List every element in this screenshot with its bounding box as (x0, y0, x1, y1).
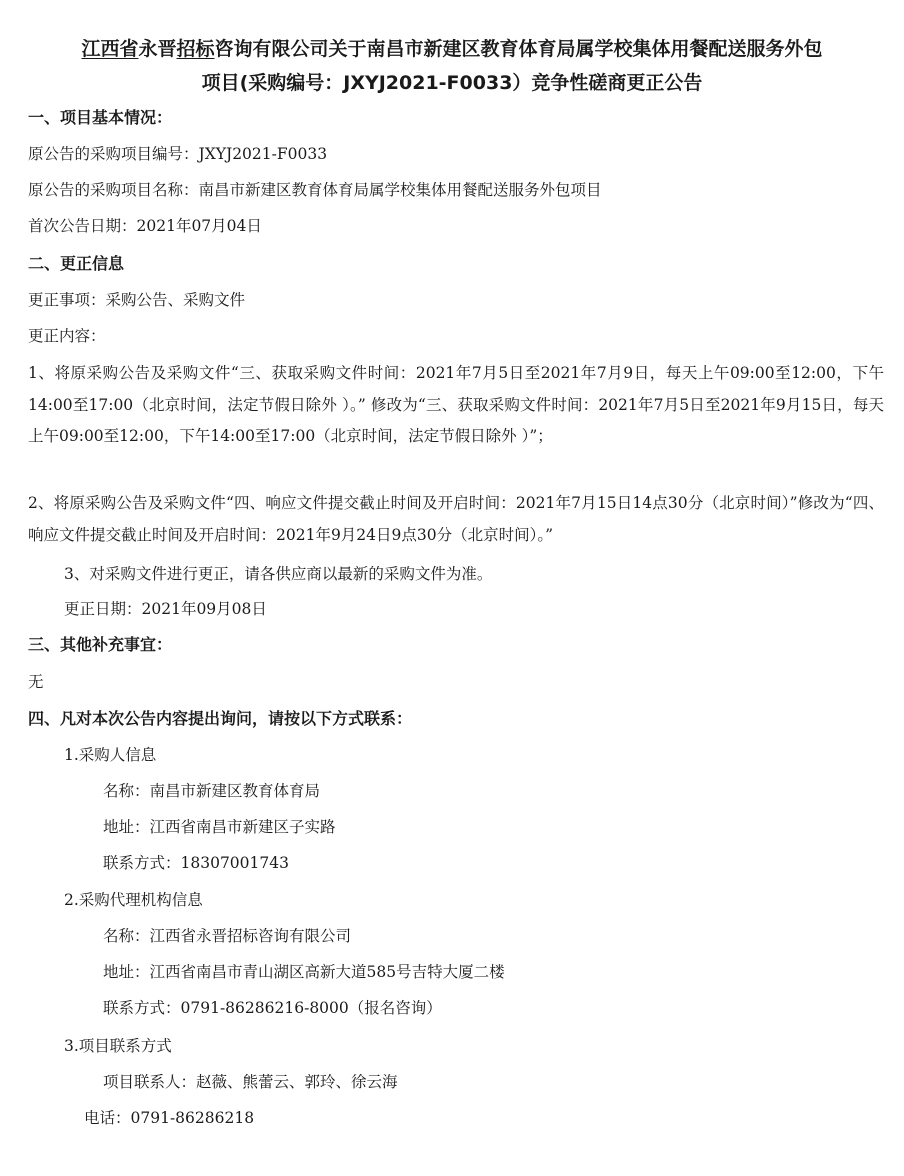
original-project-number: 原公告的采购项目编号：JXYJ2021-F0033 (28, 145, 328, 163)
correction-date: 更正日期：2021年09月08日 (64, 600, 267, 618)
project-contact-phone: 电话：0791-86286218 (84, 1109, 255, 1127)
title-underlined-part-1: 江西省 (81, 38, 139, 60)
agency-contact: 联系方式：0791-86286216-8000（报名咨询） (103, 999, 442, 1017)
correction-content-3: 3、对采购文件进行更正，请各供应商以最新的采购文件为准。 (64, 565, 493, 583)
correction-content-label: 更正内容： (28, 327, 106, 345)
title-part-2: 咨询有限公司关于南昌市新建区教育体育局属学校集体用餐配送服务外包 (214, 38, 823, 60)
correction-items: 更正事项：采购公告、采购文件 (28, 291, 246, 309)
correction-content-1: 1、将原采购公告及采购文件“三、获取采购文件时间：2021年7月5日至2021年7月9日，每天上午09:00至12:00，下午14:00至17:00（北京时间，法定节假日除外 ）。” 修改为“三、获取采购文件时间：2021年7月5日至2021年9月15日，每天上午09:00至12:00，下午14:00至17:00（北京时间，法定节假日除外 ）”； (28, 364, 884, 445)
document-title (20, 34, 884, 61)
section-3-heading: 三、其他补充事宜： (28, 635, 173, 654)
agency-info-title: 2.采购代理机构信息 (64, 891, 203, 909)
agency-name: 名称：江西省永晋招标咨询有限公司 (103, 927, 352, 945)
buyer-address: 地址：江西省南昌市新建区子实路 (103, 818, 336, 836)
section-4-heading: 四、凡对本次公告内容提出询问，请按以下方式联系： (28, 709, 413, 728)
section-1-heading: 一、项目基本情况： (28, 108, 173, 127)
document-title-line-2: 项目(采购编号：JXYJ2021-F0033）竞争性磋商更正公告 (201, 72, 703, 94)
buyer-name: 名称：南昌市新建区教育体育局 (103, 782, 321, 800)
buyer-info-title: 1.采购人信息 (64, 746, 157, 764)
project-contact-title: 3.项目联系方式 (64, 1037, 172, 1055)
title-part-1: 永晋 (138, 38, 177, 60)
title-underlined-part-2: 招标 (176, 38, 215, 60)
agency-address: 地址：江西省南昌市青山湖区高新大道585号吉特大厦二楼 (103, 963, 505, 981)
original-project-name: 原公告的采购项目名称：南昌市新建区教育体育局属学校集体用餐配送服务外包项目 (28, 181, 602, 199)
supplementary-text: 无 (28, 673, 44, 691)
section-2-heading: 二、更正信息 (28, 254, 125, 273)
first-announcement-date: 首次公告日期：2021年07月04日 (28, 217, 262, 235)
correction-content-2: 2、将原采购公告及采购文件“四、响应文件提交截止时间及开启时间：2021年7月15日14点30分（北京时间）”修改为“四、响应文件提交截止时间及开启时间：2021年9月24日9点30分（北京时间）。” (28, 494, 884, 544)
project-contact-people: 项目联系人：赵薇、熊蕾云、郭玲、徐云海 (103, 1073, 398, 1091)
buyer-contact: 联系方式：18307001743 (103, 854, 289, 872)
